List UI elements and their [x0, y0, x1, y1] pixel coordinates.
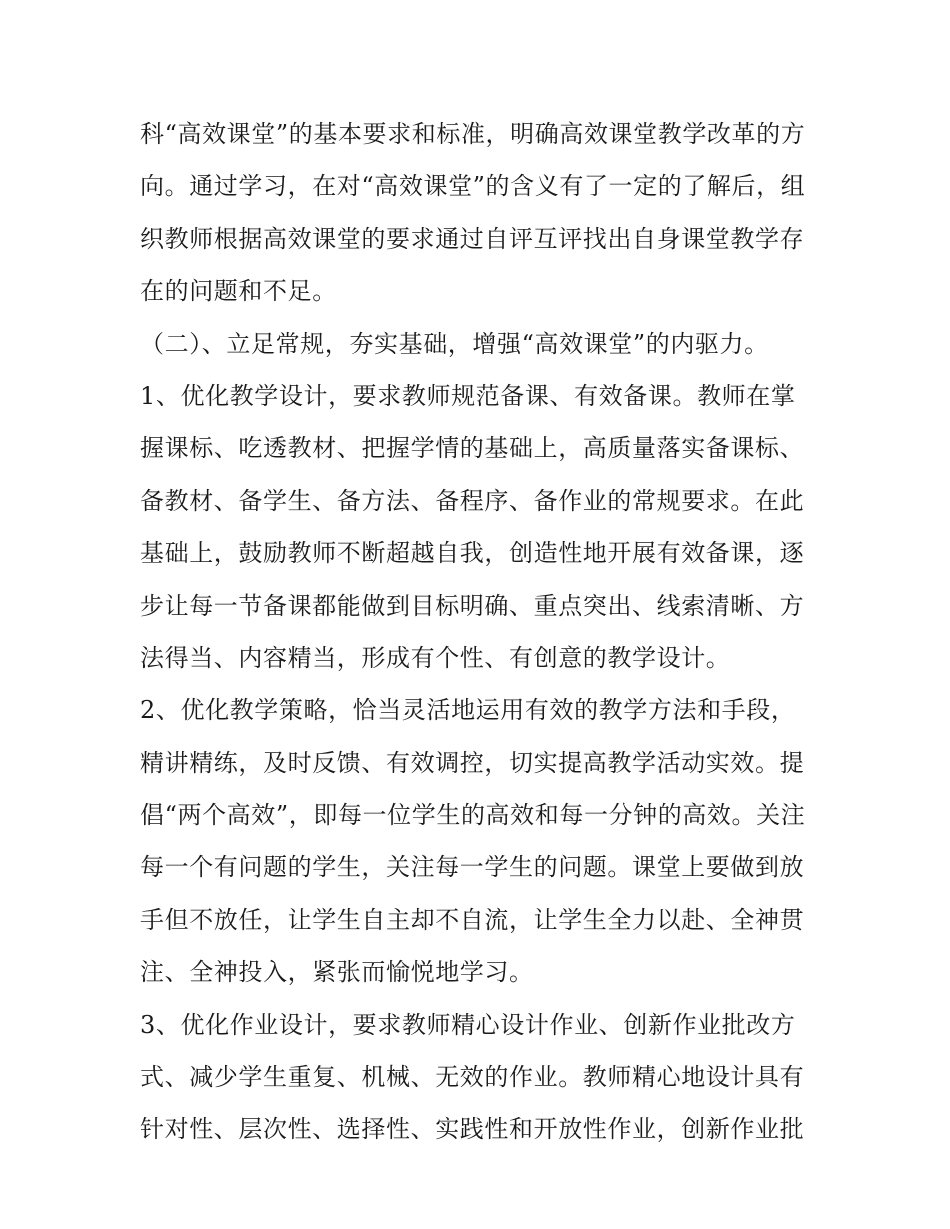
text-line: 2、优化教学策略，恰当灵活地运用有效的教学方法和手段，	[140, 696, 796, 725]
text-line: 式、减少学生重复、机械、无效的作业。教师精心地设计具有	[140, 1063, 805, 1092]
text-line: 备教材、备学生、备方法、备程序、备作业的常规要求。在此	[140, 486, 805, 515]
text-line: 精讲精练，及时反馈、有效调控，切实提高教学活动实效。提	[140, 748, 805, 777]
text-line: 手但不放任，让学生自主却不自流，让学生全力以赴、全神贯	[140, 905, 805, 934]
text-line: 法得当、内容精当，形成有个性、有创意的教学设计。	[140, 643, 731, 672]
text-line: 倡“两个高效”，即每一位学生的高效和每一分钟的高效。关注	[140, 801, 806, 830]
text-line: 步让每一节备课都能做到目标明确、重点突出、线索清晰、方	[140, 591, 805, 620]
text-line: 注、全神投入，紧张而愉悦地学习。	[140, 958, 534, 987]
text-line: 握课标、吃透教材、把握学情的基础上，高质量落实备课标、	[140, 434, 805, 463]
body-text	[140, 108, 820, 1156]
text-line: 科“高效课堂”的基本要求和标准，明确高效课堂教学改革的方	[140, 120, 806, 148]
text-line: 在的问题和不足。	[140, 277, 337, 306]
text-line: 基础上，鼓励教师不断超越自我，创造性地开展有效备课，逐	[140, 539, 805, 568]
text-line: 1、优化教学设计，要求教师规范备课、有效备课。教师在掌	[140, 381, 796, 410]
text-line: 向。通过学习，在对“高效课堂”的含义有了一定的了解后，组	[140, 172, 806, 201]
text-line: 每一个有问题的学生，关注每一学生的问题。课堂上要做到放	[140, 853, 805, 882]
section-heading: （二）、立足常规，夯实基础，增强“高效课堂”的内驱力。	[140, 329, 769, 358]
text-line: 织教师根据高效课堂的要求通过自评互评找出自身课堂教学存	[140, 224, 805, 253]
text-line: 3、优化作业设计，要求教师精心设计作业、创新作业批改方	[140, 1010, 796, 1039]
text-line: 针对性、层次性、选择性、实践性和开放性作业，创新作业批	[140, 1115, 805, 1144]
